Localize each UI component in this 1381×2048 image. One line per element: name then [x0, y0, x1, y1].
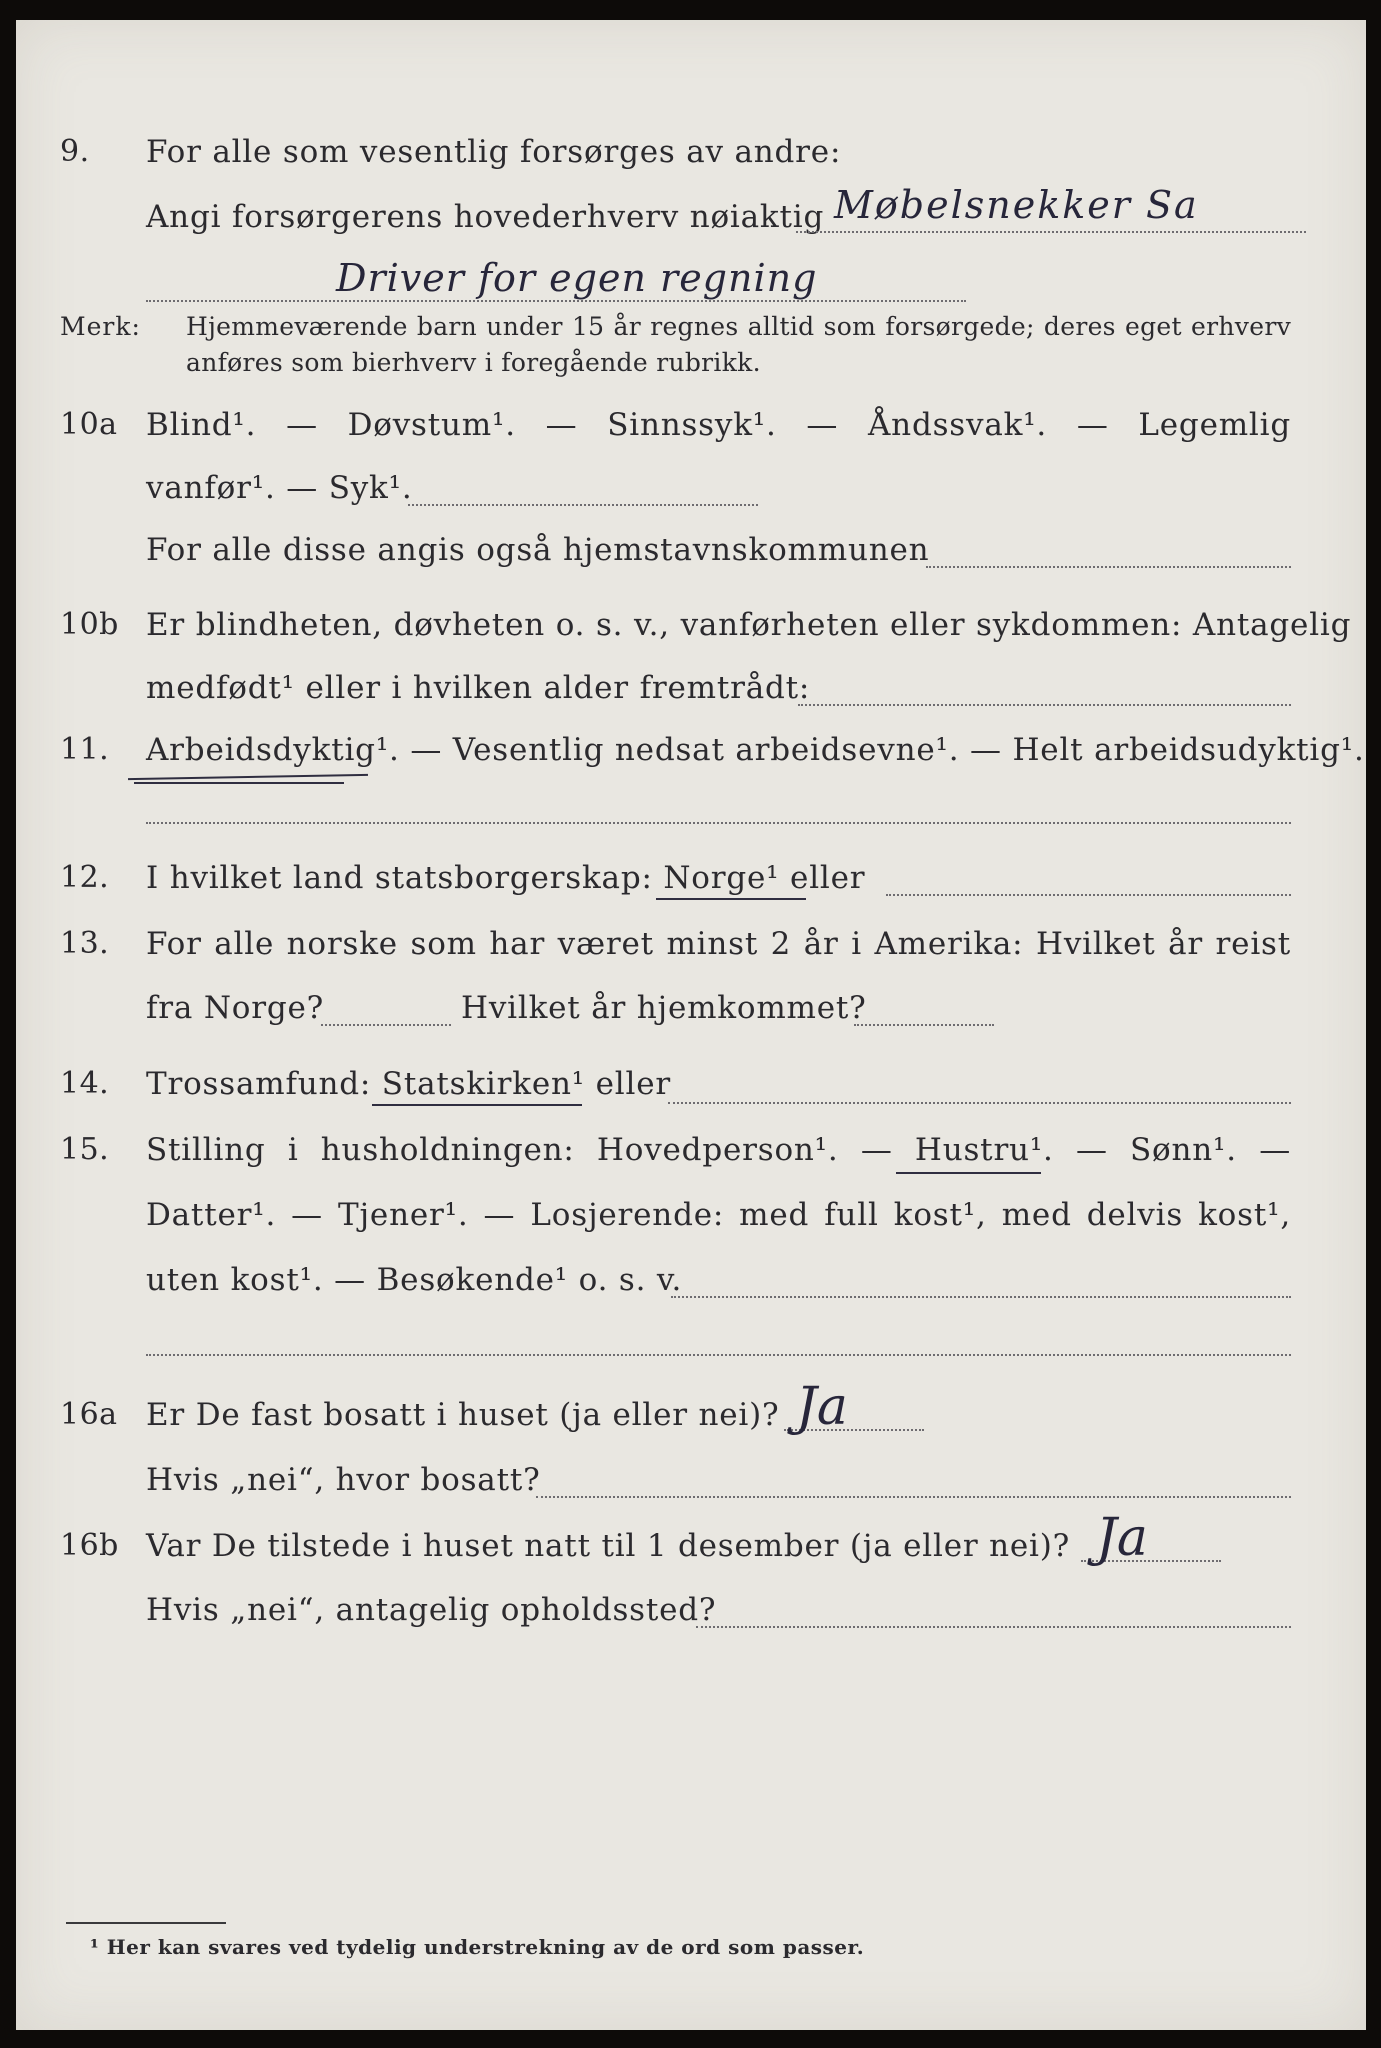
merk-label: Merk: — [60, 312, 141, 341]
q12-answer-field[interactable] — [886, 894, 1291, 896]
q15-line4 — [16, 1320, 1366, 1370]
q13-line1 — [16, 924, 1366, 974]
q11-options: Arbeidsdyktig¹. — Vesentlig nedsat arbeidsevne¹. — Helt arbeidsudyktig¹. — [146, 732, 1365, 768]
q16b-handwritten-answer: Ja — [1096, 1508, 1148, 1568]
q11-answer-field[interactable] — [146, 822, 1291, 824]
q13-question: For alle norske som har været minst 2 år i Amerika: Hvilket år reist — [146, 926, 1291, 962]
q14-answer-field[interactable] — [668, 1102, 1291, 1104]
q15-line3 — [16, 1260, 1366, 1310]
q16b-line1 — [16, 1508, 1366, 1576]
q9-line1 — [16, 132, 1366, 182]
q15-options-2: Datter¹. — Tjener¹. — Losjerende: med full kost¹, med delvis kost¹, — [146, 1197, 1291, 1233]
q9-answer-field-2[interactable] — [146, 300, 966, 302]
q16a-where-label: Hvis „nei“, hvor bosatt? — [146, 1462, 541, 1498]
q10b-answer-field[interactable] — [798, 704, 1291, 706]
q10a-home-municipality-label: For alle disse angis også hjemstavnskommunen — [146, 532, 930, 568]
q9-number: 9. — [60, 134, 90, 169]
q10b-question: Er blindheten, døvheten o. s. v., vanførheten eller sykdommen: Antagelig — [146, 607, 1352, 643]
q9-question: For alle som vesentlig forsørges av andre: — [146, 134, 842, 170]
q16a-number: 16a — [60, 1397, 118, 1432]
q9-line3 — [16, 256, 1366, 314]
q10a-line2 — [16, 468, 1366, 518]
q11-number: 11. — [60, 732, 110, 767]
q10a-home-municipality-field[interactable] — [926, 566, 1291, 568]
q9-handwritten-answer-2: Driver for egen regning — [336, 256, 818, 300]
census-form-page — [16, 20, 1366, 2030]
q13-emigrated-label: fra Norge? — [146, 990, 325, 1026]
q10b-question-2: medfødt¹ eller i hvilken alder fremtrådt: — [146, 670, 811, 706]
q12-question: I hvilket land statsborgerskap: Norge¹ eller — [146, 860, 866, 896]
q11-line2 — [16, 790, 1366, 840]
q16a-where-field[interactable] — [536, 1496, 1291, 1498]
merk-line1: Hjemmeværende barn under 15 år regnes alltid som forsørgede; deres eget erhverv — [186, 312, 1291, 341]
merk-note-2 — [16, 346, 1366, 396]
q10b-number: 10b — [60, 607, 119, 642]
q14-question: Trossamfund: Statskirken¹ eller — [146, 1066, 671, 1102]
q13-emigrated-field[interactable] — [321, 1024, 451, 1026]
q16b-whereabouts-label: Hvis „nei“, antagelig opholdssted? — [146, 1592, 717, 1628]
q11-handwritten-underline-2 — [134, 782, 344, 784]
q14-handwritten-underline — [372, 1104, 582, 1106]
q15-line2 — [16, 1195, 1366, 1245]
q10a-sick-field[interactable] — [408, 504, 758, 506]
q10a-number: 10a — [60, 407, 118, 442]
q10a-line1 — [16, 405, 1366, 455]
q9-line2 — [16, 183, 1366, 247]
q16b-question: Var De tilstede i huset natt til 1 desember (ja eller nei)? — [146, 1528, 1071, 1564]
q13-number: 13. — [60, 926, 110, 961]
q9-provider-label: Angi forsørgerens hovederhverv nøiaktig — [146, 199, 825, 235]
q16b-whereabouts-field[interactable] — [696, 1626, 1291, 1628]
q11-line1 — [16, 730, 1366, 780]
q13-returned-field[interactable] — [854, 1024, 994, 1026]
q10a-line3 — [16, 530, 1366, 580]
footnote-rule — [66, 1922, 226, 1924]
merk-line2: anføres som bierhverv i foregående rubrikk. — [186, 348, 761, 377]
q12-handwritten-underline — [656, 898, 806, 900]
q15-options-3: uten kost¹. — Besøkende¹ o. s. v. — [146, 1262, 683, 1298]
q15-answer-field-2[interactable] — [146, 1354, 1291, 1356]
q10b-line2 — [16, 668, 1366, 718]
q15-line1 — [16, 1130, 1366, 1180]
q16a-handwritten-answer: Ja — [796, 1377, 848, 1437]
q16b-number: 16b — [60, 1528, 119, 1563]
q9-handwritten-answer-1: Møbelsnekker Sa — [834, 183, 1199, 227]
q10b-line1 — [16, 605, 1366, 655]
q13-line2 — [16, 988, 1366, 1038]
q15-answer-field[interactable] — [671, 1296, 1291, 1298]
q12-number: 12. — [60, 860, 110, 895]
q10a-options-2: vanfør¹. — Syk¹. — [146, 470, 413, 506]
q16a-line1 — [16, 1377, 1366, 1445]
q9-answer-field[interactable] — [796, 231, 1306, 233]
footnote: ¹ Her kan svares ved tydelig understrekning av de ord som passer. — [90, 1935, 865, 1959]
q13-returned-label: Hvilket år hjemkommet? — [461, 990, 867, 1026]
q12-line1 — [16, 858, 1366, 908]
q16b-line2 — [16, 1590, 1366, 1640]
q14-line1 — [16, 1064, 1366, 1114]
q16a-line2 — [16, 1460, 1366, 1510]
q15-number: 15. — [60, 1132, 110, 1167]
q15-handwritten-underline — [896, 1172, 1041, 1174]
q16a-question: Er De fast bosatt i huset (ja eller nei)? — [146, 1397, 780, 1433]
q14-number: 14. — [60, 1066, 110, 1101]
q15-options: Stilling i husholdningen: Hovedperson¹. — Hustru¹. — Sønn¹. — — [146, 1132, 1291, 1168]
q10a-options: Blind¹. — Døvstum¹. — Sinnssyk¹. — Åndssvak¹. — Legemlig — [146, 407, 1291, 443]
